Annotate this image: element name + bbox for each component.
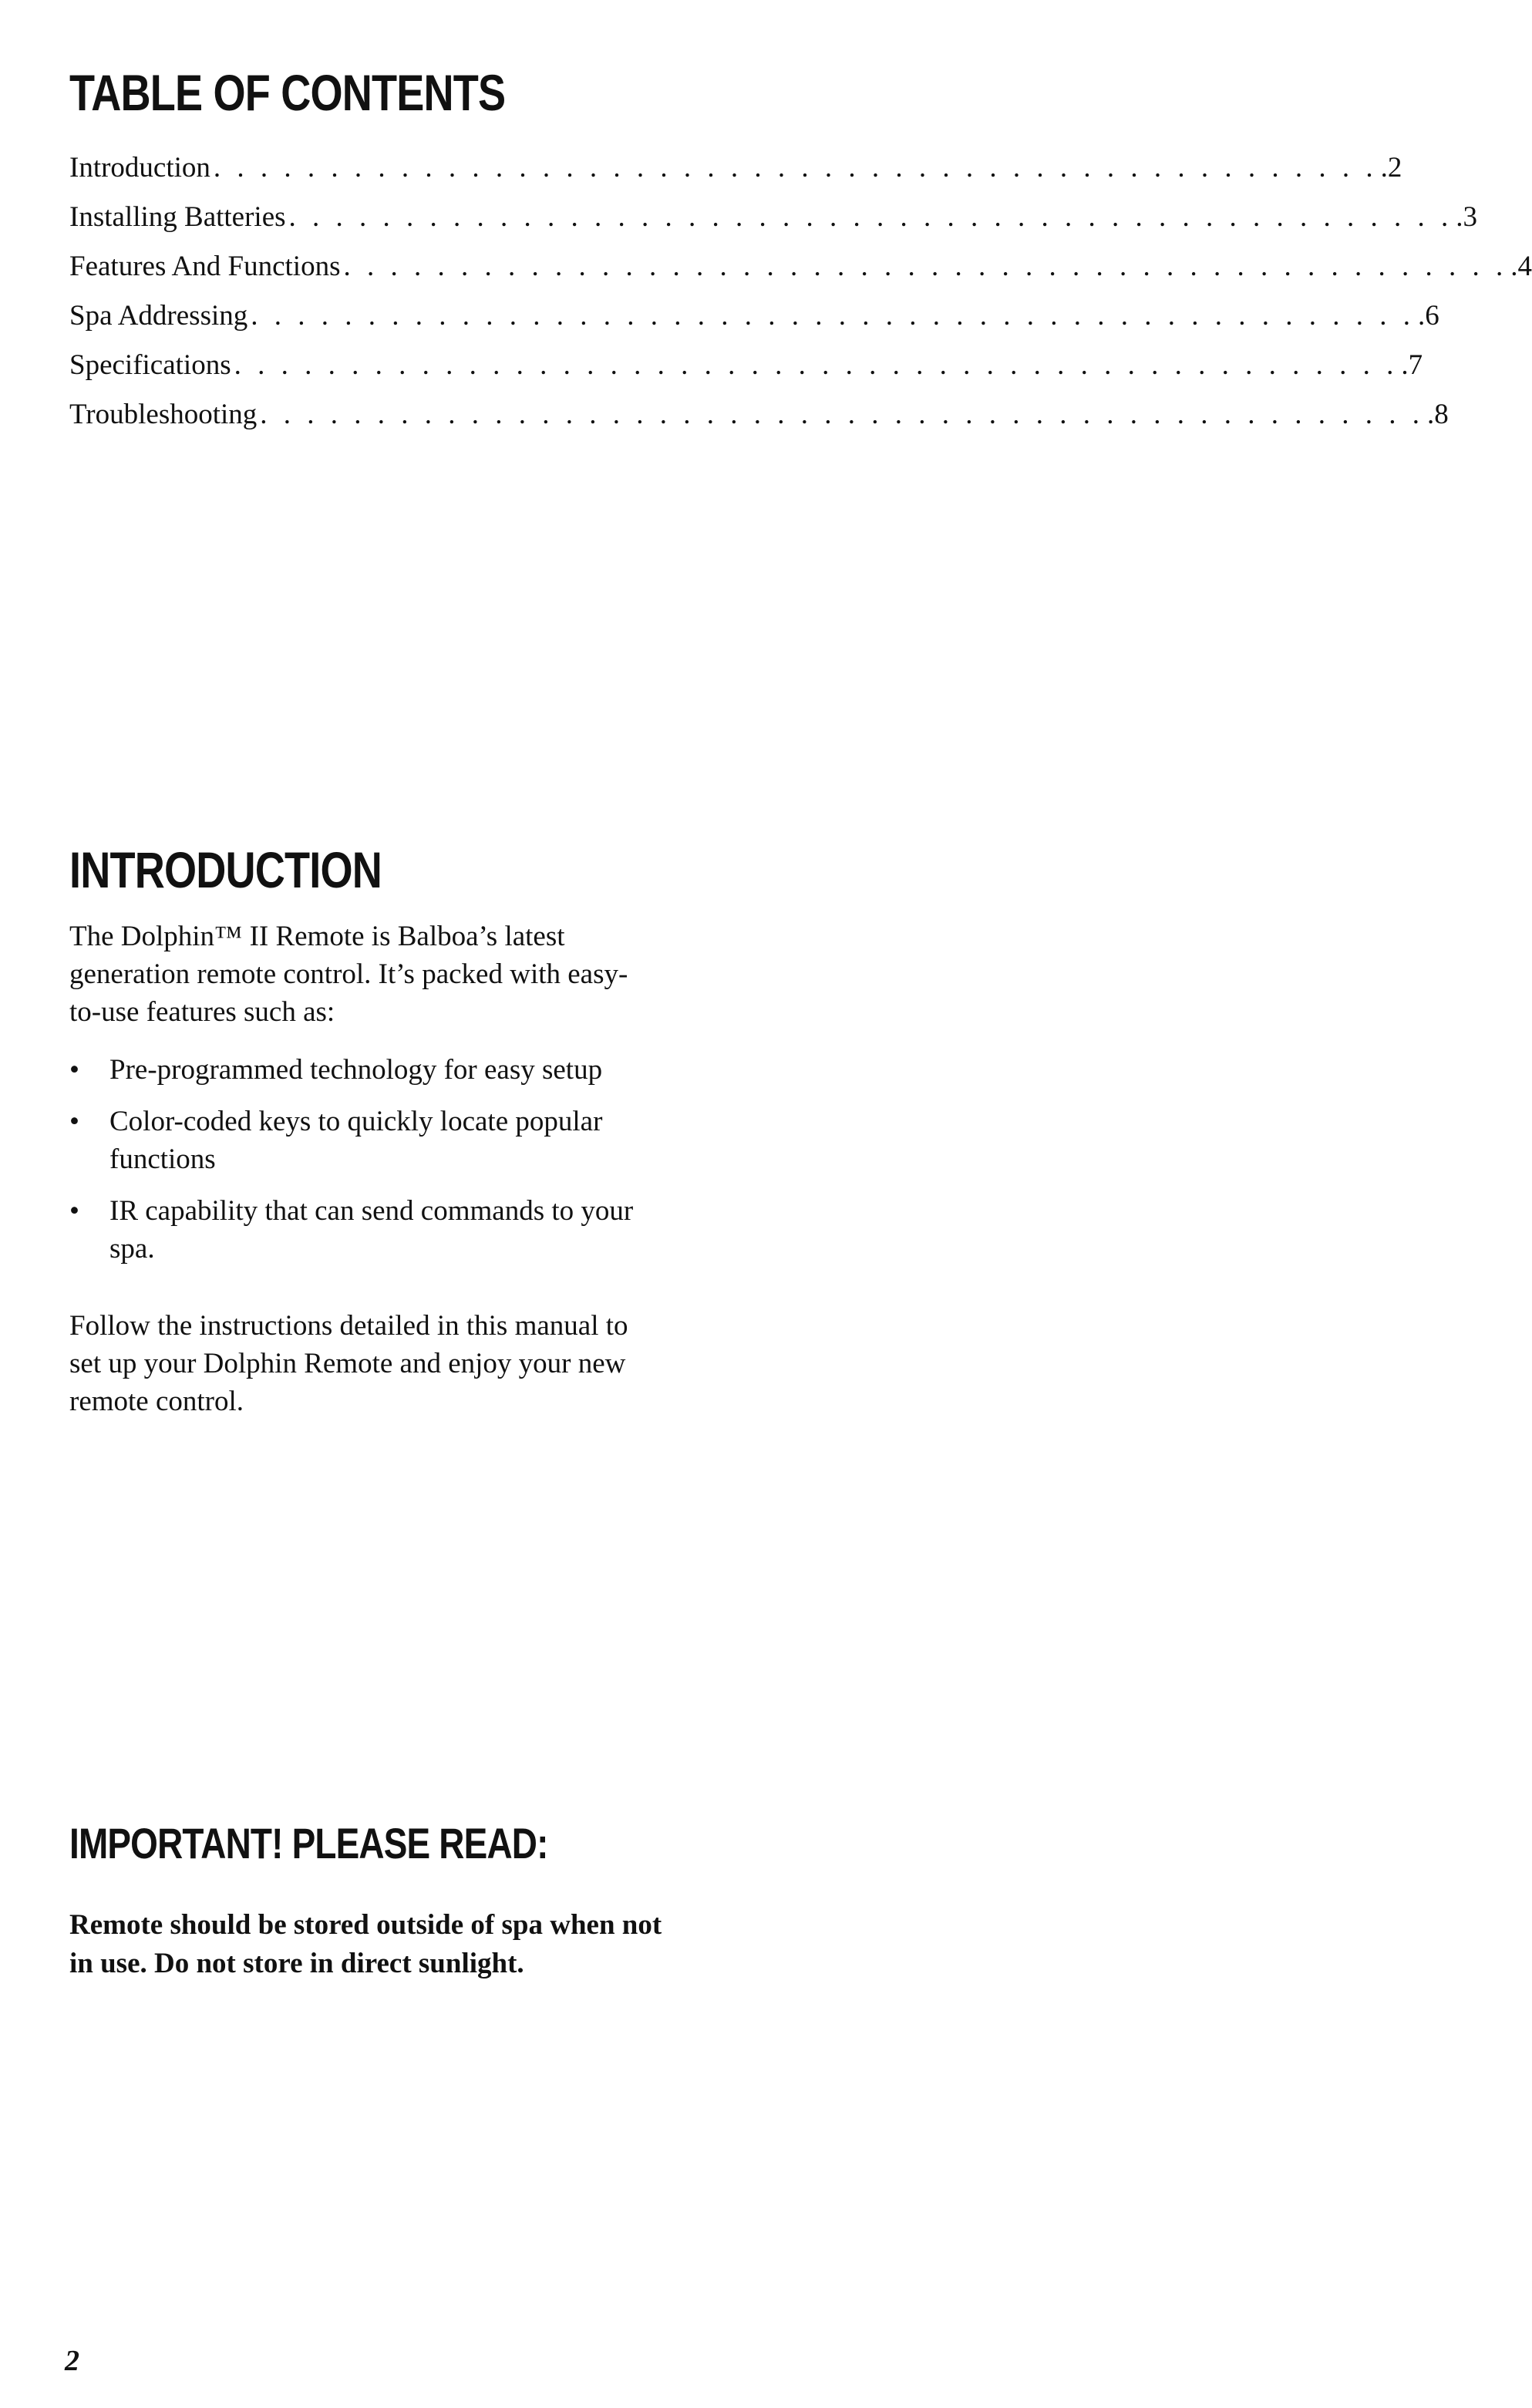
toc-entry xyxy=(69,151,1402,200)
follow-up-paragraph: Follow the instructions detailed in this manual to set up your Dolphin Remote and enjoy your new remote control. xyxy=(69,1310,628,1417)
toc-entry-title: Features And Functions xyxy=(69,251,341,282)
toc-entry-page: .7 xyxy=(1401,349,1423,381)
toc-list xyxy=(69,151,1532,447)
toc-leader-dots: . . . . . . . . . . . . . . . . . . . . . . . . . . . . . . . . . . . . . . . . . . . . . . . . . . xyxy=(288,201,1453,233)
list-item xyxy=(69,1103,655,1178)
list-item-text: Pre-programmed technology for easy setup xyxy=(109,1054,603,1086)
toc-leader-dots: . . . . . . . . . . . . . . . . . . . . . . . . . . . . . . . . . . . . . . . . . . . . . . . . . . xyxy=(213,152,1378,184)
toc-entry-page: .2 xyxy=(1380,152,1402,184)
toc-heading: TABLE OF CONTENTS xyxy=(69,64,506,121)
list-item xyxy=(69,1051,655,1089)
toc-entry-page: .3 xyxy=(1456,201,1478,233)
list-item-text: Color-coded keys to quickly locate popular functions xyxy=(109,1106,603,1175)
bullet-icon: • xyxy=(69,1054,79,1086)
important-heading: IMPORTANT! PLEASE READ: xyxy=(69,1819,548,1867)
toc-entry-page: .8 xyxy=(1427,399,1449,430)
toc-entry-title: Installing Batteries xyxy=(69,201,286,233)
feature-list xyxy=(69,1051,655,1281)
toc-entry-title: Specifications xyxy=(69,349,231,381)
toc-entry-title: Spa Addressing xyxy=(69,300,248,332)
list-item xyxy=(69,1192,655,1268)
bullet-icon: • xyxy=(69,1195,79,1227)
toc-entry-title: Introduction xyxy=(69,152,210,184)
toc-entry-page: .4 xyxy=(1510,251,1532,282)
introduction-heading: INTRODUCTION xyxy=(69,841,382,898)
toc-leader-dots: . . . . . . . . . . . . . . . . . . . . . . . . . . . . . . . . . . . . . . . . . . . . . . . . . . xyxy=(234,349,1399,381)
list-item-text: IR capability that can send commands to your spa. xyxy=(109,1195,634,1265)
toc-entry-page: .6 xyxy=(1418,300,1439,332)
toc-leader-dots: . . . . . . . . . . . . . . . . . . . . . . . . . . . . . . . . . . . . . . . . . . . . . . . . . . xyxy=(343,251,1508,282)
toc-leader-dots: . . . . . . . . . . . . . . . . . . . . . . . . . . . . . . . . . . . . . . . . . . . . . . . . . . xyxy=(260,399,1425,430)
page-number: 2 xyxy=(65,2345,79,2377)
toc-entry-title: Troubleshooting xyxy=(69,399,258,430)
introduction-paragraph: The Dolphin™ II Remote is Balboa’s latest generation remote control. It’s packed with easy-to-use features such as: xyxy=(69,921,628,1028)
toc-leader-dots: . . . . . . . . . . . . . . . . . . . . . . . . . . . . . . . . . . . . . . . . . . . . . . . . . . xyxy=(251,300,1415,332)
toc-entry xyxy=(69,250,1532,299)
toc-entry xyxy=(69,299,1439,349)
important-notice: Remote should be stored outside of spa when not in use. Do not store in direct sunlight. xyxy=(69,1909,662,1979)
toc-entry xyxy=(69,398,1449,447)
toc-entry xyxy=(69,200,1478,250)
toc-entry xyxy=(69,349,1423,398)
bullet-icon: • xyxy=(69,1106,79,1137)
